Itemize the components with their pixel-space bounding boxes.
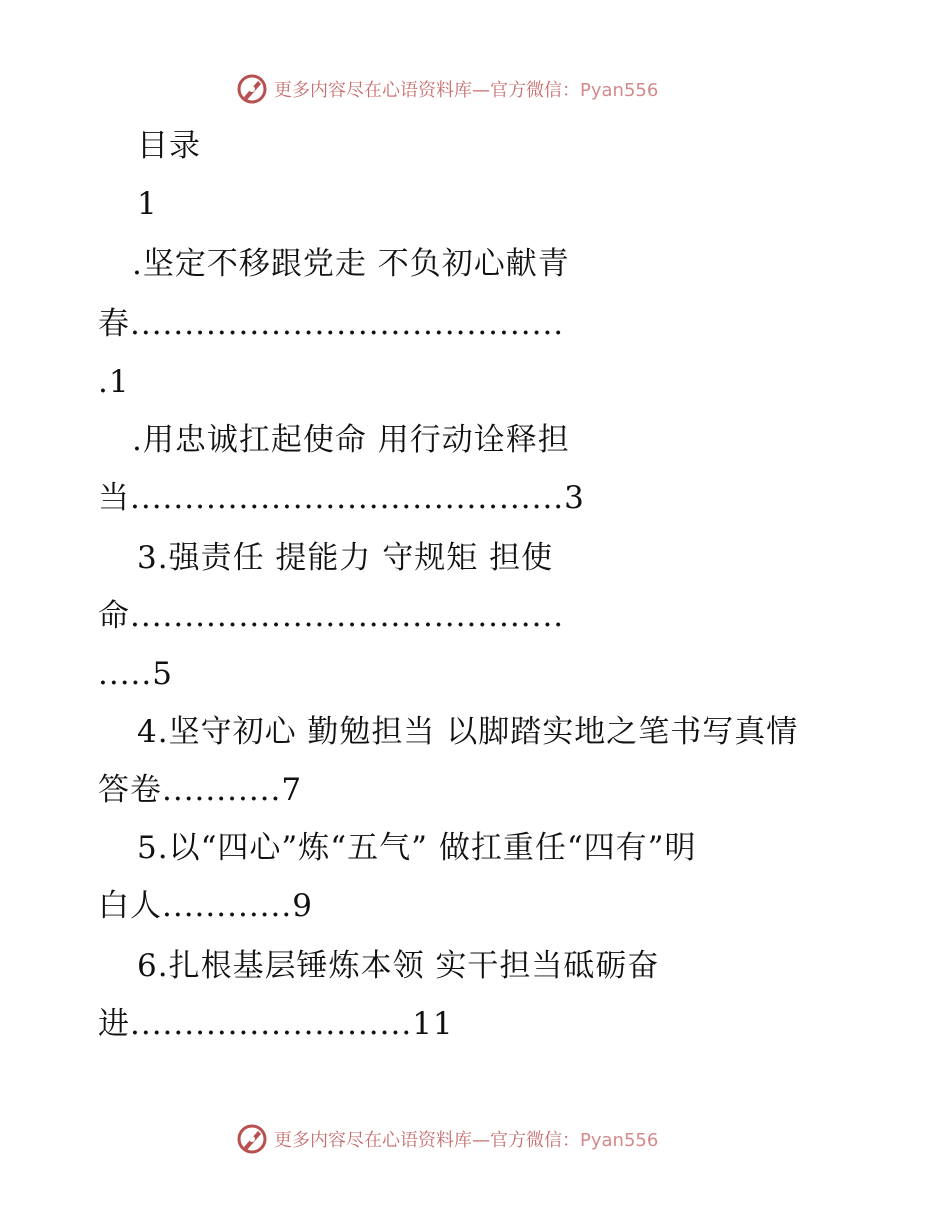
pen-seal-icon [236,1123,268,1155]
toc-line: 4.坚守初心 勤勉担当 以脚踏实地之笔书写真情 [137,714,799,750]
toc-line: 进..........................11 [98,1006,454,1042]
toc-line: .用忠诚扛起使命 用行动诠释担 [132,422,570,458]
toc-line: 答卷...........7 [98,772,303,808]
watermark-header [236,72,658,106]
toc-line: .....5 [98,656,173,692]
watermark-footer [236,1122,658,1156]
toc-line: 5.以“四心”炼“五气” 做扛重任“四有”明 [137,830,697,866]
watermark-text: 更多内容尽在心语资料库—官方微信：Pyan556 [274,1130,659,1151]
watermark-id: Pyan556 [580,80,659,101]
toc-line: 6.扎根基层锤炼本领 实干担当砥砺奋 [137,948,660,984]
toc-line: 春........................................ [98,306,565,342]
toc-title: 目录 [137,128,201,164]
toc-line: 白人............9 [98,888,313,924]
watermark-id: Pyan556 [580,1130,659,1151]
pen-seal-icon [236,73,268,105]
toc-line: .坚定不移跟党走 不负初心献青 [132,246,570,282]
watermark-text: 更多内容尽在心语资料库—官方微信：Pyan556 [274,80,659,101]
toc-line: 1 [137,186,158,222]
toc-line: 命........................................ [98,598,565,634]
toc-line: 当........................................3 [98,480,585,516]
toc-line: 3.强责任 提能力 守规矩 担使 [137,540,554,576]
toc-line: .1 [98,364,130,400]
